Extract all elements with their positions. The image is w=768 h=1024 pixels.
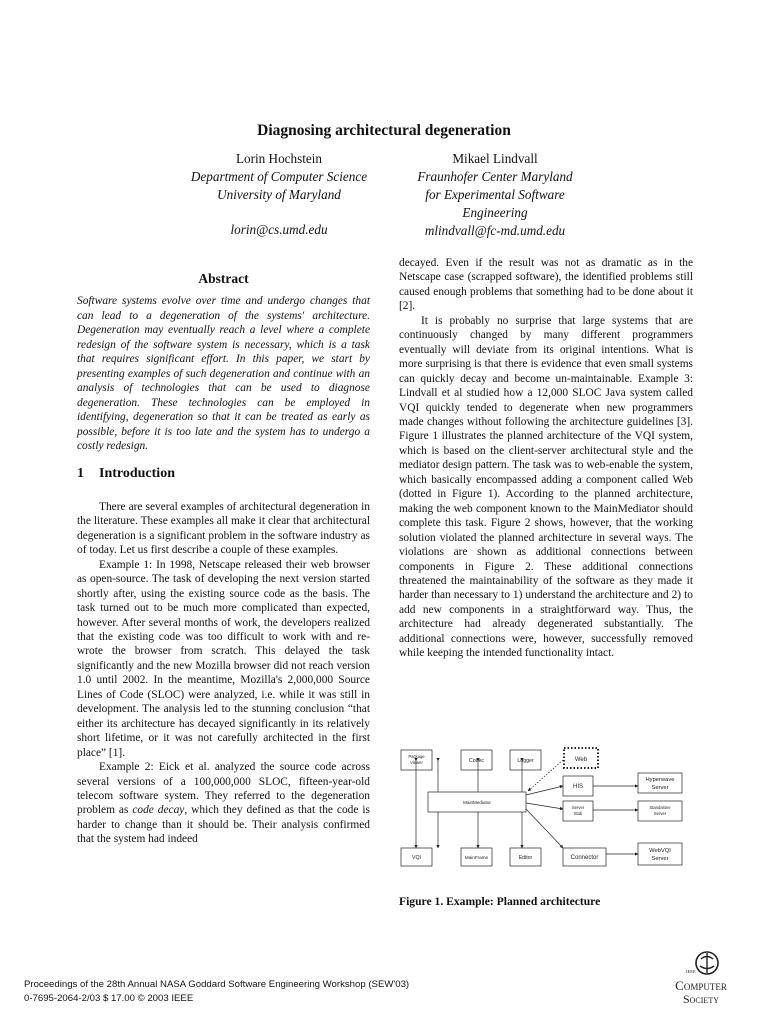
box-server-stub: Server (571, 805, 585, 810)
box-mainframe: MainFrame (464, 855, 489, 860)
logo-computer-text: Computer (675, 978, 727, 993)
author-affiliation: for Experimental Software (425, 187, 565, 202)
footer-proceedings: Proceedings of the 28th Annual NASA Goddard Software Engineering Workshop (SEW'03) (24, 979, 410, 990)
author-name: Mikael Lindvall (452, 151, 538, 166)
box-standalone-server: Standalone (649, 805, 671, 810)
figure-caption: Figure 1. Example: Planned architecture (399, 895, 601, 908)
text-run: Example 2: Eick et al. analyzed the source code across several versions of a 100,000,000 SLOC, fifteen-year-old telecom software system. They referred to the degeneration problem as (77, 761, 370, 817)
box-logger: Logger (517, 758, 534, 764)
box-vqi: VQI (412, 855, 421, 861)
ieee-emblem-icon (696, 952, 718, 974)
box-webvqi-server: WebVQI (649, 848, 671, 854)
logo-society-text: Society (682, 992, 720, 1006)
box-server-stub-line2: Stub (573, 811, 583, 816)
box-editor: Editor (518, 855, 533, 861)
body-paragraph: It is probably no surprise that large systems that are continuously changed by many different programmers eventually will deviate from its original intentions. What is more surprising is that there is evidence that even small systems can quickly decay and become un-maintainable. Example 3: Lindvall et al studied how a 12,000 SLOC Java system called VQI quickly tended to degenerate when new programmers made changes without following the architecture guidelines [3]. Figure 1 illustrates the planned architecture of the VQI system, which is based on the client-server architectural style and the mediator design pattern. The task was to web-enable the system, which basically encompassed adding a component called Web (dotted in Figure 1). According to the planned architecture, making the web component known to the MainMediator should complete this task. Figure 2 shows, however, that the working solution violated the planned architecture in several ways. The violations are shown as additional connections between components in Figure 2. These additional connections threatened the maintainability of the software as they made it harder than necessary to 1) understand the architecture and 2) to add new components in a straightforward way. Thus, the architecture had already degenerated substantially. The additional connections were, however, successfully removed while keeping the intended functionality intact. (399, 314, 693, 660)
right-column (399, 256, 693, 661)
author-affiliation: University of Maryland (217, 187, 341, 202)
body-paragraph: decayed. Even if the result was not as dramatic as in the Netscape case (scrapped software), the identified problems still caused enough problems that something had to be done about it [2]. (399, 257, 693, 313)
author-affiliation: Engineering (462, 205, 528, 220)
box-webvqi-server-line2: Server (651, 856, 669, 862)
body-paragraph (77, 760, 370, 847)
box-connector: Connector (570, 855, 599, 861)
box-mainmediator: MainMediator (463, 800, 491, 805)
footer-copyright: 0-7695-2064-2/03 $ 17.00 © 2003 IEEE (24, 993, 194, 1004)
author-block-1 (170, 150, 388, 239)
box-package-viewer-line2: Viewer (410, 760, 423, 765)
box-his: HIS (572, 784, 584, 790)
box-hyperwave-server: Hyperwave (645, 777, 675, 783)
author-affiliation: Department of Computer Science (190, 169, 368, 184)
section-heading (77, 467, 370, 481)
box-standalone-server-line2: Server (653, 811, 667, 816)
body-paragraph: Example 1: In 1998, Netscape released their web browser as open-source. The task of developing the next version started shortly after, using the existing source code as the basis. The task turned out to be much more complicated than expected, however. After several months of work, the developers realized that the existing code was too difficult to work with and re-wrote the browser from scratch. This delayed the task significantly and the new Mozilla browser did not reach version 1.0 until 2002. In the meantime, Mozilla's 2,000,000 Source Lines of Code (SLOC) were analyzed, i.e. while it was still in development. The analysis led to the stunning conclusion “that either its architecture has decayed significantly in its relatively short lifetime, or it was not carefully architected in the first place” [1]. (77, 558, 370, 759)
left-column (77, 272, 370, 847)
computer-society-logo (660, 950, 742, 1010)
section-title: Introduction (99, 466, 175, 482)
text-run: , which they defined as that the code is harder to change than it should be. Their analysis confirmed that the system had indeed (77, 804, 370, 846)
abstract-text: Software systems evolve over time and undergo changes that can lead to a degeneration of the systems' architecture. Degeneration may eventually reach a level where a complete redesign of the software system is necessary, which is a task that requires significant effort. In this paper, we start by presenting examples of such degeneration and continue with an analysis of technologies that can be used to diagnose degeneration. These technologies can be employed in identifying, degeneration so that it can be treated as early as possible, before it is too late and the system has to undergo a costly redesign. (77, 295, 370, 452)
architecture-figure (398, 745, 698, 871)
box-hyperwave-server-line2: Server (651, 785, 669, 791)
author-name: Lorin Hochstein (235, 151, 323, 166)
logo-ieee-text: IEEE (686, 969, 696, 974)
box-package-viewer: Package (408, 754, 425, 759)
author-email: mlindvall@fc-md.umd.edu (424, 223, 566, 238)
author-email: lorin@cs.umd.edu (230, 222, 328, 237)
abstract-heading: Abstract (198, 271, 249, 286)
section-number: 1 (77, 466, 84, 482)
paper-title: Diagnosing architectural degeneration (257, 122, 511, 139)
author-affiliation: Fraunhofer Center Maryland (417, 169, 573, 184)
author-block-2 (388, 150, 602, 240)
box-codec: Codec (469, 758, 484, 764)
body-paragraph: There are several examples of architectural degeneration in the literature. These examples all make it clear that architectural degeneration is a significant problem in the software industry as of today. Let us first describe a couple of these examples. (77, 500, 370, 557)
box-web: Web (574, 757, 588, 763)
emphasis-text: code decay (132, 804, 185, 817)
